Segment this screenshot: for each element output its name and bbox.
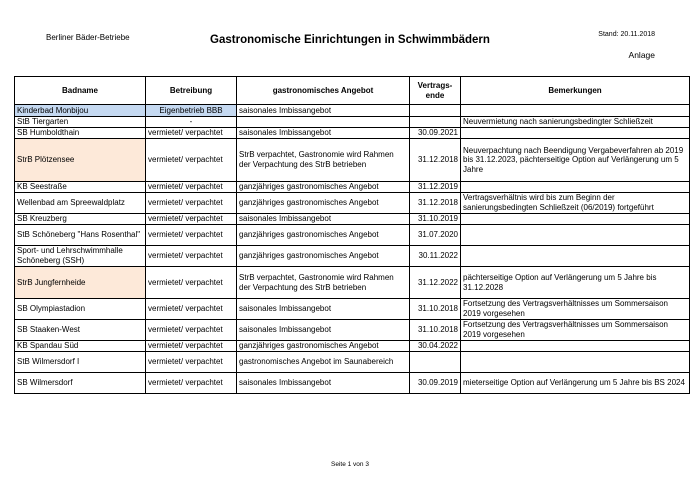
table-row — [15, 105, 690, 117]
table-row — [15, 373, 690, 394]
cell-betreibung: vermietet/ verpachtet — [146, 267, 237, 299]
table-header-row — [15, 77, 690, 105]
column-header-vertragsende: Vertrags-ende — [410, 77, 461, 105]
cell-angebot: ganzjähriges gastronomisches Angebot — [237, 182, 410, 193]
cell-badname: StB Tiergarten — [15, 117, 146, 128]
cell-betreibung: - — [146, 117, 237, 128]
column-header-bemerkungen: Bemerkungen — [461, 77, 690, 105]
cell-vertragsende: 31.10.2018 — [410, 320, 461, 341]
table-row — [15, 225, 690, 246]
cell-badname: Wellenbad am Spreewaldplatz — [15, 193, 146, 214]
cell-vertragsende — [410, 105, 461, 117]
cell-bemerkung: Vertragsverhältnis wird bis zum Beginn der sanierungsbedingten Schließzeit (06/2019) fortgeführt — [461, 193, 690, 214]
cell-betreibung: vermietet/ verpachtet — [146, 128, 237, 139]
table-row — [15, 341, 690, 352]
cell-angebot: saisonales Imbissangebot — [237, 214, 410, 225]
cell-betreibung: vermietet/ verpachtet — [146, 352, 237, 373]
cell-badname: StrB Plötzensee — [15, 139, 146, 182]
cell-bemerkung — [461, 182, 690, 193]
cell-angebot: saisonales Imbissangebot — [237, 373, 410, 394]
cell-bemerkung — [461, 341, 690, 352]
table-row — [15, 128, 690, 139]
cell-badname: SB Kreuzberg — [15, 214, 146, 225]
cell-vertragsende: 30.09.2021 — [410, 128, 461, 139]
cell-bemerkung — [461, 105, 690, 117]
table-row — [15, 117, 690, 128]
column-header-angebot: gastronomisches Angebot — [237, 77, 410, 105]
table-row — [15, 182, 690, 193]
cell-betreibung: vermietet/ verpachtet — [146, 193, 237, 214]
table-row — [15, 246, 690, 267]
cell-betreibung: vermietet/ verpachtet — [146, 373, 237, 394]
cell-bemerkung: pächterseitige Option auf Verlängerung um 5 Jahre bis 31.12.2028 — [461, 267, 690, 299]
page-title: Gastronomische Einrichtungen in Schwimmbädern — [210, 34, 490, 46]
cell-betreibung: vermietet/ verpachtet — [146, 182, 237, 193]
cell-vertragsende: 30.11.2022 — [410, 246, 461, 267]
table-body — [15, 105, 690, 394]
cell-badname: StB Wilmersdorf I — [15, 352, 146, 373]
cell-angebot — [237, 117, 410, 128]
cell-badname: SB Staaken-West — [15, 320, 146, 341]
cell-badname: KB Seestraße — [15, 182, 146, 193]
cell-betreibung: vermietet/ verpachtet — [146, 320, 237, 341]
cell-badname: KB Spandau Süd — [15, 341, 146, 352]
attachment-label: Anlage — [628, 50, 655, 60]
cell-angebot: saisonales Imbissangebot — [237, 128, 410, 139]
cell-betreibung: vermietet/ verpachtet — [146, 299, 237, 320]
page-footer: Seite 1 von 3 — [331, 461, 369, 468]
cell-bemerkung — [461, 352, 690, 373]
cell-bemerkung: Fortsetzung des Vertragsverhältnisses um Sommersaison 2019 vorgesehen — [461, 320, 690, 341]
cell-badname: StrB Jungfernheide — [15, 267, 146, 299]
cell-bemerkung — [461, 214, 690, 225]
cell-vertragsende: 31.12.2018 — [410, 193, 461, 214]
column-header-betreibung: Betreibung — [146, 77, 237, 105]
cell-vertragsende: 31.10.2019 — [410, 214, 461, 225]
cell-bemerkung: Fortsetzung des Vertragsverhältnisses um Sommersaison 2019 vorgesehen — [461, 299, 690, 320]
table-row — [15, 214, 690, 225]
cell-betreibung: vermietet/ verpachtet — [146, 246, 237, 267]
cell-angebot: ganzjähriges gastronomisches Angebot — [237, 193, 410, 214]
cell-vertragsende: 31.10.2018 — [410, 299, 461, 320]
table-row — [15, 193, 690, 214]
cell-angebot: gastronomisches Angebot im Saunabereich — [237, 352, 410, 373]
cell-vertragsende — [410, 117, 461, 128]
cell-angebot: ganzjähriges gastronomisches Angebot — [237, 341, 410, 352]
cell-vertragsende: 30.04.2022 — [410, 341, 461, 352]
cell-angebot: saisonales Imbissangebot — [237, 299, 410, 320]
cell-badname: SB Wilmersdorf — [15, 373, 146, 394]
cell-vertragsende: 31.12.2018 — [410, 139, 461, 182]
cell-badname: Sport- und Lehrschwimmhalle Schöneberg (SSH) — [15, 246, 146, 267]
cell-vertragsende: 31.07.2020 — [410, 225, 461, 246]
table-row — [15, 352, 690, 373]
cell-betreibung: vermietet/ verpachtet — [146, 214, 237, 225]
gastronomy-table — [14, 76, 690, 394]
organization-name: Berliner Bäder-Betriebe — [46, 33, 130, 42]
cell-betreibung: vermietet/ verpachtet — [146, 341, 237, 352]
date-stamp: Stand: 20.11.2018 — [598, 31, 655, 38]
cell-angebot: saisonales Imbissangebot — [237, 105, 410, 117]
cell-bemerkung — [461, 128, 690, 139]
cell-vertragsende — [410, 352, 461, 373]
cell-angebot: ganzjähriges gastronomisches Angebot — [237, 246, 410, 267]
cell-betreibung: Eigenbetrieb BBB — [146, 105, 237, 117]
cell-vertragsende: 31.12.2019 — [410, 182, 461, 193]
cell-badname: SB Olympiastadion — [15, 299, 146, 320]
cell-vertragsende: 31.12.2022 — [410, 267, 461, 299]
cell-angebot: StrB verpachtet, Gastronomie wird Rahmen der Verpachtung des StrB betrieben — [237, 267, 410, 299]
table-row — [15, 139, 690, 182]
cell-bemerkung: Neuvermietung nach sanierungsbedingter Schließzeit — [461, 117, 690, 128]
cell-bemerkung — [461, 225, 690, 246]
cell-betreibung: vermietet/ verpachtet — [146, 225, 237, 246]
column-header-badname: Badname — [15, 77, 146, 105]
cell-bemerkung — [461, 246, 690, 267]
cell-badname: Kinderbad Monbijou — [15, 105, 146, 117]
cell-badname: SB Humboldthain — [15, 128, 146, 139]
table-row — [15, 299, 690, 320]
cell-bemerkung: mieterseitige Option auf Verlängerung um 5 Jahre bis BS 2024 — [461, 373, 690, 394]
table-row — [15, 320, 690, 341]
cell-betreibung: vermietet/ verpachtet — [146, 139, 237, 182]
cell-angebot: saisonales Imbissangebot — [237, 320, 410, 341]
cell-badname: StB Schöneberg "Hans Rosenthal" — [15, 225, 146, 246]
cell-angebot: StrB verpachtet, Gastronomie wird Rahmen der Verpachtung des StrB betrieben — [237, 139, 410, 182]
table-row — [15, 267, 690, 299]
cell-bemerkung: Neuverpachtung nach Beendigung Vergabeverfahren ab 2019 bis 31.12.2023, pächterseitige Option auf Verlängerung um 5 Jahre — [461, 139, 690, 182]
cell-vertragsende: 30.09.2019 — [410, 373, 461, 394]
cell-angebot: ganzjähriges gastronomisches Angebot — [237, 225, 410, 246]
